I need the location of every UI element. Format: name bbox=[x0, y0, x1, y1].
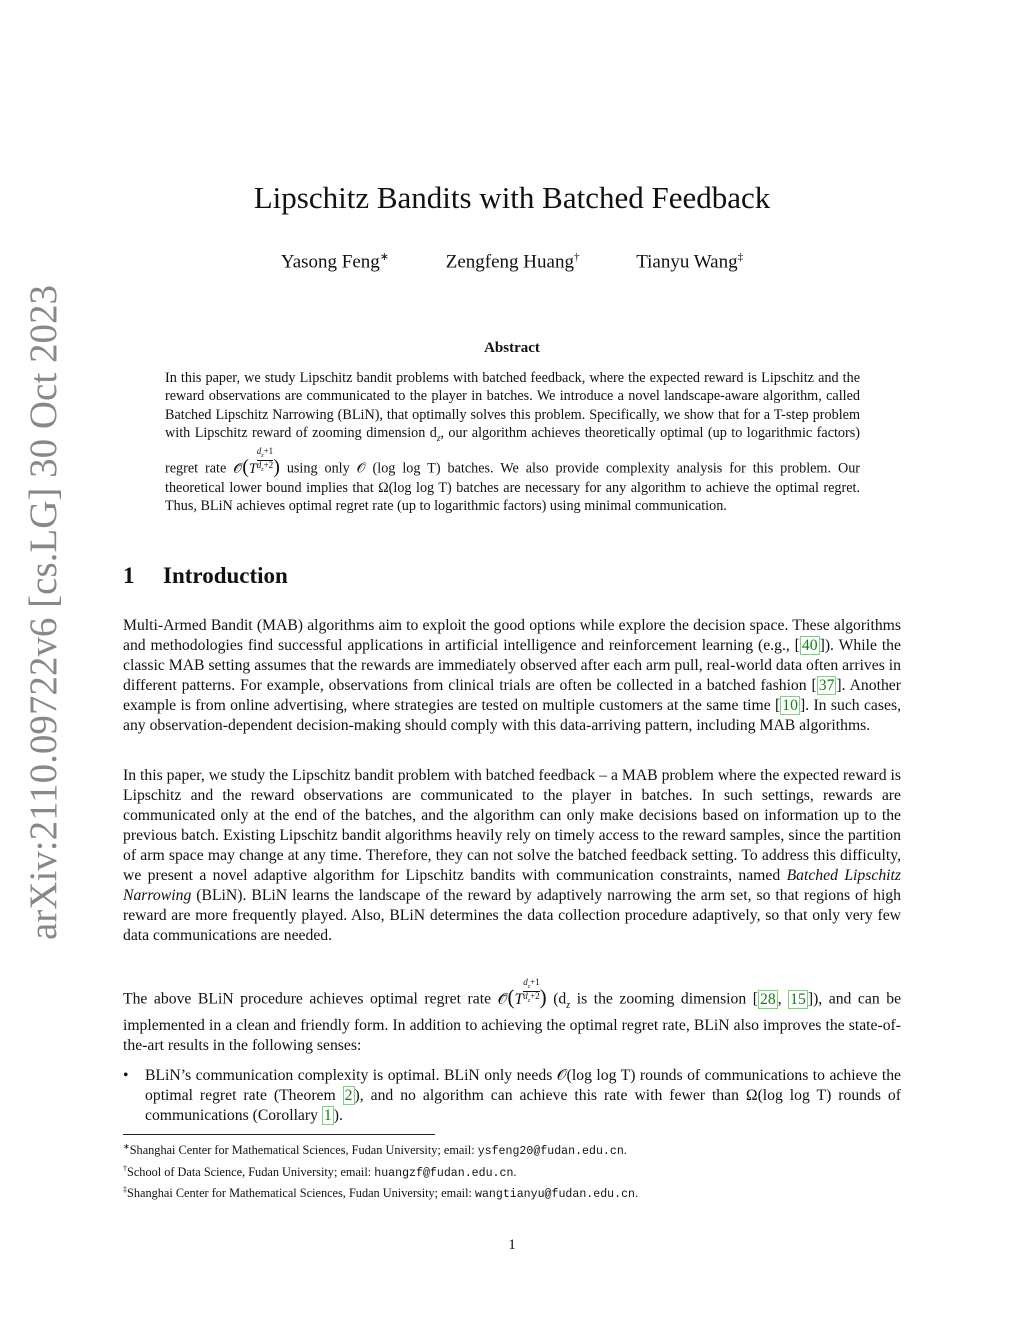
author-mark: ‡ bbox=[737, 251, 744, 263]
author-list bbox=[0, 250, 1024, 273]
email-address[interactable]: wangtianyu@fudan.edu.cn bbox=[474, 1188, 636, 1202]
footnote-mark: ‡ bbox=[123, 1185, 127, 1195]
abstract-part-3: using only 𝒪 (log log T) batches. We also provide complexity analysis for this problem. Our theoretical lower bound implies that Ω(log log T) batches are necessary for any algorithm to achieve the optimal regret. Thus, BLiN achieves optimal regret rate (up to logarithmic factors) using minimal communication. bbox=[165, 461, 861, 514]
text-run: The above BLiN procedure achieves optimal regret rate bbox=[123, 990, 492, 1008]
footnotes bbox=[123, 1139, 901, 1204]
frac-num: d bbox=[256, 446, 262, 457]
big-o-tilde: 𝒪̃ bbox=[497, 990, 508, 1008]
citation-number: 28 bbox=[760, 990, 776, 1008]
frac-num-sub: z bbox=[527, 983, 531, 990]
email-address[interactable]: huangzf@fudan.edu.cn bbox=[374, 1166, 514, 1180]
author-1 bbox=[281, 250, 389, 273]
footnote-end: . bbox=[635, 1186, 639, 1201]
paren-close: ) bbox=[273, 456, 280, 479]
footnote bbox=[123, 1161, 901, 1183]
text-run: ]. Another example is from online advertising, where strategies are tested on multiple customers at the same time [ bbox=[123, 677, 901, 714]
frac-den-sub: z bbox=[261, 467, 264, 474]
regret-rate-formula bbox=[497, 977, 547, 1009]
citation-link[interactable] bbox=[758, 990, 778, 1009]
frac-den: d bbox=[523, 990, 528, 1001]
abstract-part-2: , our algorithm achieves theoretically optimal (up to logarithmic factors) regret rate bbox=[165, 425, 860, 478]
exponent-fraction bbox=[257, 447, 273, 474]
text-run: In this paper, we study the Lipschitz bandit problem with batched feedback – a MAB problem where the expected reward is Lipschitz and the reward observations are communicated to the player in batches. In such settings, rewards are communicated only at the end of the batches, and the algorithm can only make decisions based on information up to the previous batch. Existing Lipschitz bandit algorithms heavily rely on timely access to the reward samples, since the partition of arm space may change at any time. Therefore, they can not solve the batched feedback setting. To address this difficulty, we present a novel adaptive algorithm for Lipschitz bandits with communication constraints, named bbox=[123, 767, 901, 884]
bullet-mark: • bbox=[123, 1067, 129, 1084]
list-item bbox=[123, 1066, 901, 1126]
footnote bbox=[123, 1182, 901, 1204]
frac-num-sub: z bbox=[261, 453, 264, 460]
footnote-text: School of Data Science, Fudan University; email: bbox=[127, 1164, 375, 1179]
author-name: Tianyu Wang bbox=[636, 251, 738, 273]
footnote-mark: † bbox=[123, 1163, 127, 1173]
frac-den-tail: +2 bbox=[263, 460, 274, 471]
emphasized-name: Batched Lipschitz Narrowing bbox=[123, 867, 901, 904]
citation-link[interactable] bbox=[817, 676, 837, 695]
text-run: ]), and can be implemented in a clean and friendly form. In addition to achieving the optimal regret rate, BLiN also improves the state-of-the-art results in the following senses: bbox=[123, 990, 902, 1054]
footnote-rule bbox=[123, 1134, 435, 1135]
abstract-heading: Abstract bbox=[484, 340, 540, 356]
abstract-text bbox=[165, 369, 860, 515]
corollary-link[interactable] bbox=[322, 1106, 334, 1125]
paper-title: Lipschitz Bandits with Batched Feedback bbox=[253, 180, 771, 215]
text-run: ), and no algorithm can achieve this rate with fewer than Ω(log log T) rounds of communications (Corollary bbox=[145, 1087, 901, 1124]
footnote-end: . bbox=[513, 1164, 517, 1179]
citation-number: 37 bbox=[818, 677, 835, 694]
citation-number: 15 bbox=[790, 990, 806, 1008]
abstract-part-1: In this paper, we study Lipschitz bandit problems with batched feedback, where the expected reward is Lipschitz and the reward observations are communicated to the player in batches. We introduce a novel landscape-aware algorithm, called Batched Lipschitz Narrowing (BLiN), that optimally solves this problem. Specifically, we show that for a T-step problem with Lipschitz reward of zooming dimension d bbox=[165, 370, 860, 442]
reference-number: 1 bbox=[323, 1107, 332, 1124]
footnote-text: Shanghai Center for Mathematical Sciences, Fudan University; email: bbox=[127, 1186, 475, 1201]
reference-number: 2 bbox=[344, 1087, 353, 1104]
math-T: T bbox=[248, 461, 257, 478]
theorem-link[interactable] bbox=[343, 1086, 355, 1105]
math-subscript: z bbox=[436, 433, 441, 444]
footnote-end: . bbox=[623, 1143, 627, 1158]
author-mark: ∗ bbox=[379, 251, 389, 263]
frac-den-sub: z bbox=[527, 997, 531, 1004]
intro-paragraph-2 bbox=[123, 766, 901, 946]
citation-link[interactable] bbox=[780, 696, 800, 715]
paren-open: ( bbox=[507, 984, 515, 1009]
text-run: (BLiN). BLiN learns the landscape of the reward by adaptively narrowing the arm set, so that regions of high reward are more frequently played. Also, BLiN determines the data collection procedure adaptively, so that only very few data communications are needed. bbox=[123, 887, 901, 944]
arxiv-side-stamp: arXiv:2110.09722v6 [cs.LG] 30 Oct 2023 bbox=[22, 285, 65, 940]
footnote-text: Shanghai Center for Mathematical Sciences, Fudan University; email: bbox=[129, 1143, 478, 1158]
author-name: Zengfeng Huang bbox=[445, 251, 574, 273]
text-run: BLiN’s communication complexity is optimal. BLiN only needs 𝒪(log log T) rounds of communications to achieve the optimal regret rate (Theorem bbox=[145, 1067, 901, 1104]
email-address[interactable]: ysfeng20@fudan.edu.cn bbox=[477, 1145, 624, 1159]
regret-rate-formula bbox=[233, 446, 280, 479]
page-number: 1 bbox=[508, 1237, 516, 1253]
text-run: ]. In such cases, any observation-dependent decision-making should comply with this data-arriving pattern, including MAB algorithms. bbox=[123, 697, 901, 734]
citation-number: 40 bbox=[801, 637, 818, 654]
frac-den: d bbox=[256, 460, 262, 471]
bullet-text bbox=[145, 1066, 901, 1126]
frac-num: d bbox=[523, 977, 528, 987]
footnote bbox=[123, 1139, 901, 1161]
author-mark: † bbox=[573, 251, 580, 263]
citation-number: 10 bbox=[782, 697, 798, 714]
citation-link[interactable] bbox=[788, 990, 808, 1009]
section-number: 1 bbox=[123, 563, 135, 588]
frac-den-tail: +2 bbox=[530, 990, 540, 1001]
frac-num-tail: +1 bbox=[263, 446, 274, 457]
section-title: Introduction bbox=[163, 563, 288, 588]
text-run: , bbox=[777, 990, 789, 1008]
intro-paragraph-3 bbox=[123, 978, 901, 1056]
author-3 bbox=[636, 251, 743, 273]
bullet-list bbox=[123, 1066, 901, 1126]
frac-num-tail: +1 bbox=[530, 977, 540, 987]
author-2 bbox=[446, 251, 580, 273]
citation-link[interactable] bbox=[800, 636, 820, 655]
text-run: Multi-Armed Bandit (MAB) algorithms aim to exploit the good options while explore the decision space. These algorithms and methodologies find successful applications in artificial intelligence and reinforcement learning (e.g., [ bbox=[123, 617, 901, 654]
footnote-mark: ∗ bbox=[123, 1142, 130, 1151]
math-T: T bbox=[514, 990, 524, 1008]
exponent-fraction bbox=[523, 978, 539, 1005]
text-run: is the zooming dimension [ bbox=[576, 990, 758, 1008]
paren-close: ) bbox=[539, 984, 547, 1009]
text-run: ]). While the classic MAB setting assumes that the rewards are immediately observed after each arm pull, real-world data often arrives in different patterns. For example, observations from clinical trials are often be collected in a batched fashion [ bbox=[123, 637, 901, 694]
paren-open: ( bbox=[242, 456, 249, 479]
intro-paragraph-1 bbox=[123, 616, 901, 736]
big-o-tilde: 𝒪̃ bbox=[233, 461, 243, 478]
section-heading-introduction bbox=[123, 563, 288, 589]
author-name: Yasong Feng bbox=[280, 251, 380, 273]
math-subscript: z bbox=[566, 999, 571, 1011]
text-run: (d bbox=[553, 990, 567, 1008]
text-run: ). bbox=[333, 1107, 343, 1124]
